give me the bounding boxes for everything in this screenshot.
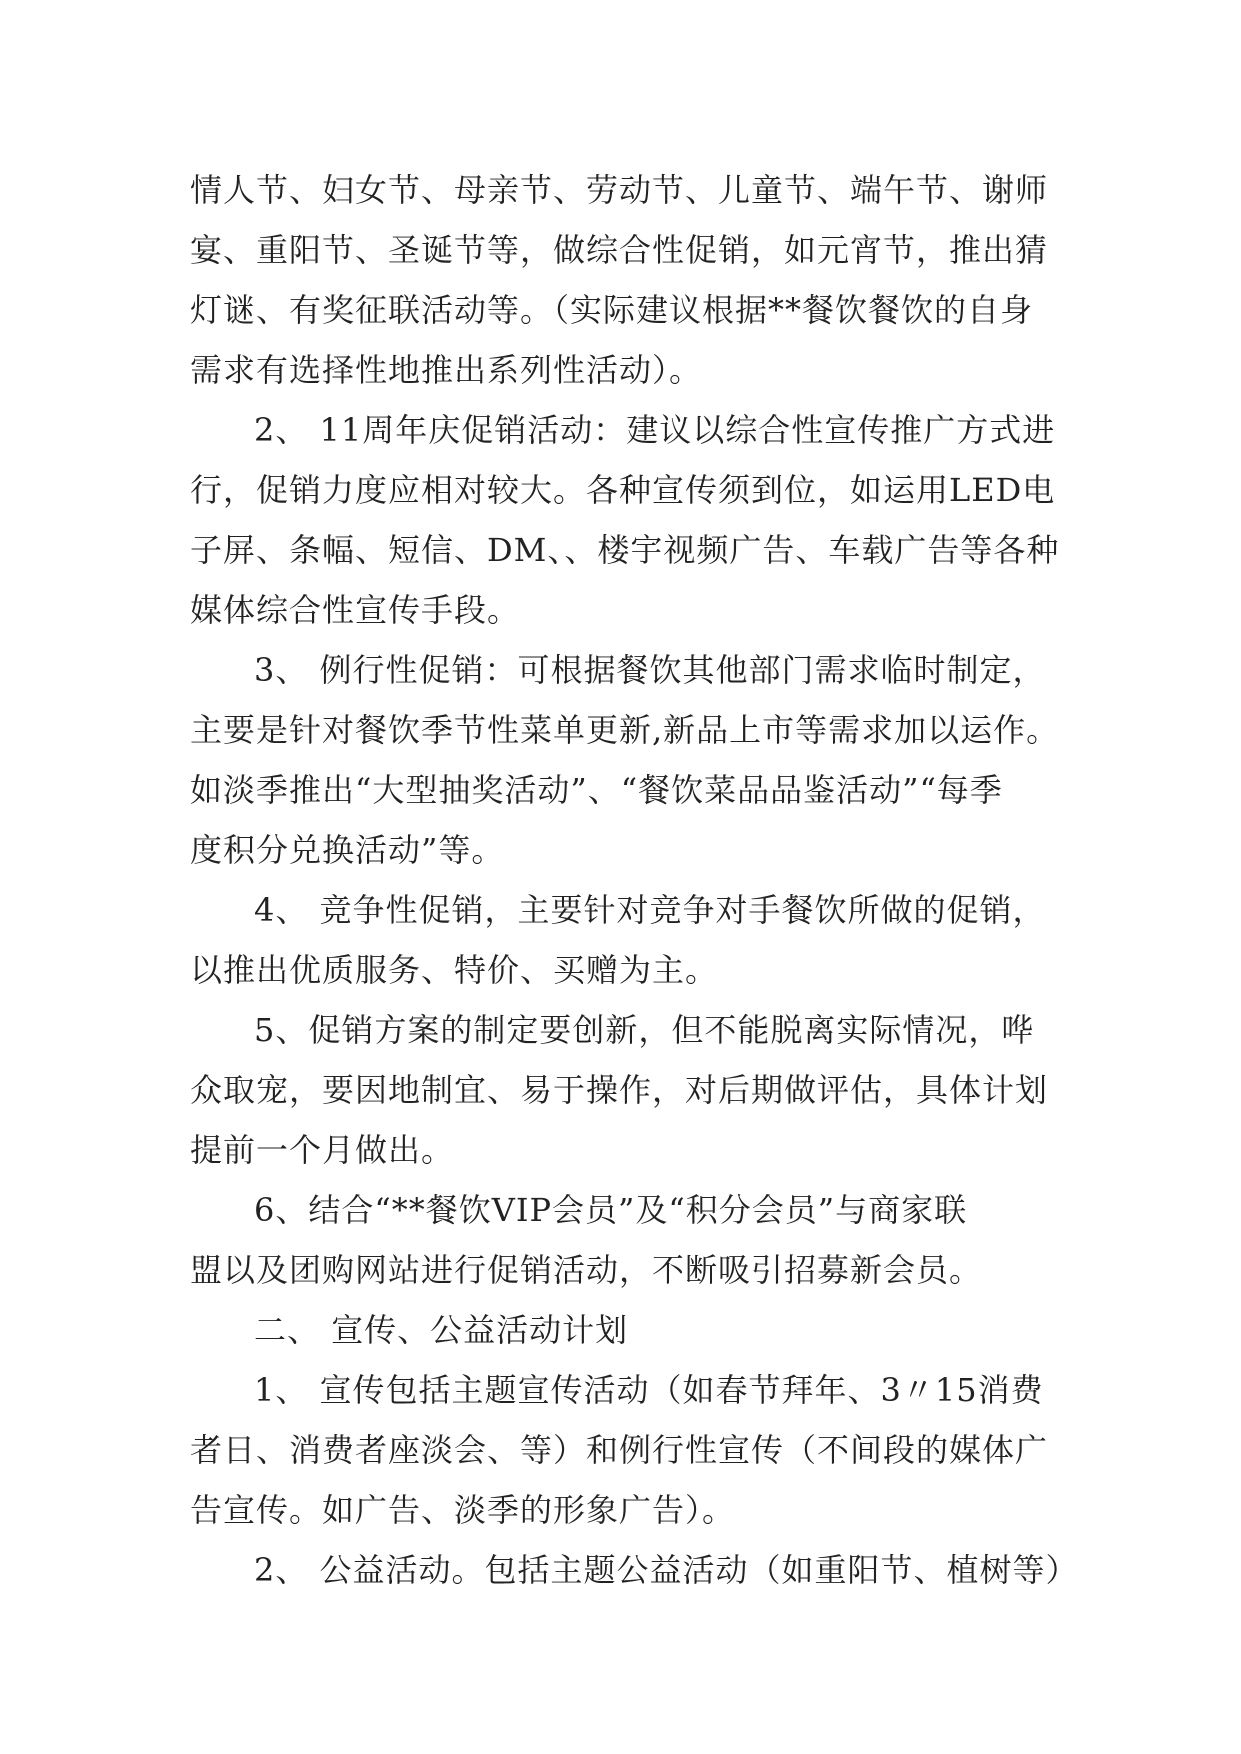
paragraph-routine-promotion <box>190 640 1058 880</box>
paragraph-anniversary-promotion <box>190 400 1058 640</box>
text-line: 6、结合“**餐饮VIP会员”及“积分会员”与商家联 <box>254 1191 968 1229</box>
text-line: 众取宠，要因地制宜、易于操作，对后期做评估，具体计划 <box>190 1071 1049 1109</box>
text-line: 需求有选择性地推出系列性活动）。 <box>190 351 703 389</box>
text-line: 盟以及团购网站进行促销活动，不断吸引招募新会员。 <box>190 1251 983 1289</box>
paragraph-competitive-promotion <box>190 880 1058 1000</box>
text-line: 灯谜、有奖征联活动等。（实际建议根据**餐饮餐饮的自身 <box>190 291 1034 329</box>
document-page <box>190 160 1079 1600</box>
text-line: 宴、重阳节、圣诞节等，做综合性促销，如元宵节，推出猜 <box>190 231 1049 269</box>
text-line: 5、促销方案的制定要创新，但不能脱离实际情况，哗 <box>254 1011 1035 1049</box>
text-line: 者日、消费者座淡会、等）和例行性宣传（不间段的媒体广 <box>190 1431 1049 1469</box>
text-line: 2、 11周年庆促销活动：建议以综合性宣传推广方式进 <box>254 411 1056 449</box>
text-line: 4、 竞争性促销，主要针对竞争对手餐饮所做的促销， <box>254 891 1046 929</box>
paragraph-charity-activities <box>190 1540 1079 1600</box>
text-line: 3、 例行性促销：可根据餐饮其他部门需求临时制定， <box>254 651 1046 689</box>
text-line: 2、 公益活动。包括主题公益活动（如重阳节、植树等） <box>254 1551 1079 1589</box>
paragraph-holiday-promotions <box>190 160 1058 400</box>
text-line: 媒体综合性宣传手段。 <box>190 591 521 629</box>
paragraph-vip-member-promotion <box>190 1180 1058 1300</box>
paragraph-publicity-activities <box>190 1360 1058 1540</box>
text-line: 主要是针对餐饮季节性菜单更新,新品上市等需求加以运作。 <box>190 711 1060 749</box>
text-line: 如淡季推出“大型抽奖活动”、“餐饮菜品品鉴活动”“每季 <box>190 771 1003 809</box>
text-line: 二、 宣传、公益活动计划 <box>254 1311 629 1349</box>
text-line: 提前一个月做出。 <box>190 1131 455 1169</box>
text-line: 度积分兑换活动”等。 <box>190 831 505 869</box>
text-line: 告宣传。如广告、淡季的形象广告）。 <box>190 1491 736 1529</box>
section-heading-publicity-charity <box>190 1300 1058 1360</box>
paragraph-promotion-plan-innovation <box>190 1000 1058 1180</box>
text-line: 1、 宣传包括主题宣传活动（如春节拜年、3〃15消费 <box>254 1371 1044 1409</box>
text-line: 行，促销力度应相对较大。各种宣传须到位，如运用LED电 <box>190 471 1056 509</box>
text-line: 子屏、条幅、短信、DM、、楼宇视频广告、车载广告等各种 <box>190 531 1060 569</box>
text-line: 以推出优质服务、特价、买赠为主。 <box>190 951 719 989</box>
text-line: 情人节、妇女节、母亲节、劳动节、儿童节、端午节、谢师 <box>190 171 1049 209</box>
